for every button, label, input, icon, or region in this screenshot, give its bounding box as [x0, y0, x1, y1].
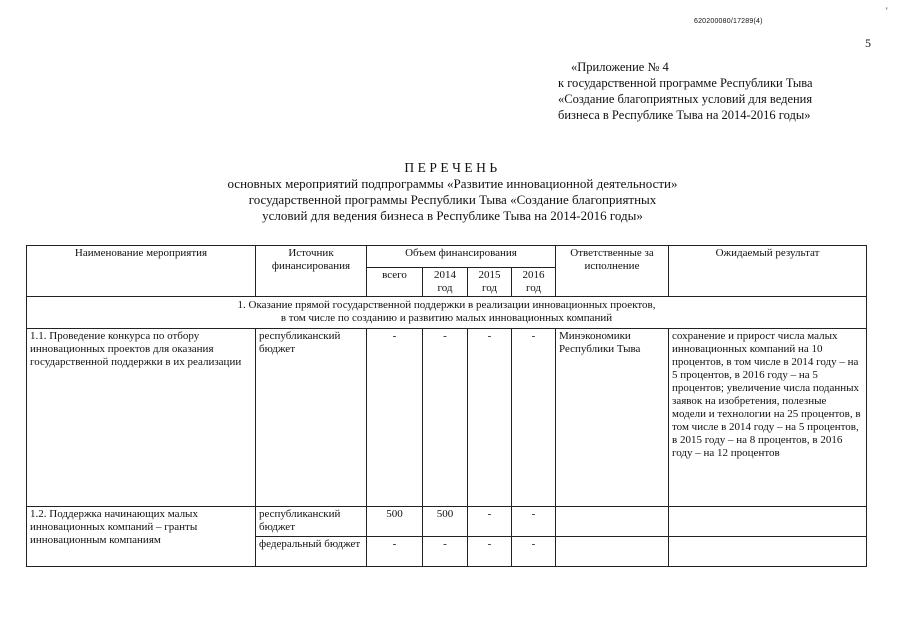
- row1-total: -: [367, 329, 423, 507]
- appendix-line-1: «Приложение № 4: [571, 60, 669, 74]
- row2-sub2-responsible: [556, 537, 669, 567]
- header-responsible: Ответственные за исполнение: [556, 246, 669, 297]
- appendix-heading: [558, 59, 868, 123]
- section-heading: [27, 297, 867, 329]
- row1-2016: -: [512, 329, 556, 507]
- title-line-1: основных мероприятий подпрограммы «Развитие инновационной деятельности»: [227, 176, 678, 191]
- row1-name: 1.1. Проведение конкурса по отбору инновационных проектов для оказания государственной поддержки в их реализации: [27, 329, 256, 507]
- header-total: всего: [367, 268, 423, 297]
- row2-result: [669, 507, 867, 537]
- row2-name: 1.2. Поддержка начинающих малых инновационных компаний – гранты инновационным компаниям: [27, 507, 256, 567]
- title-word: ПЕРЕЧЕНЬ: [404, 160, 501, 175]
- edge-mark: ': [886, 6, 888, 16]
- header-name: Наименование мероприятия: [27, 246, 256, 297]
- header-2014: 2014 год: [423, 268, 468, 297]
- row1-source: республиканский бюджет: [256, 329, 367, 507]
- row2-sub2-2015: -: [468, 537, 512, 567]
- row2-responsible: [556, 507, 669, 537]
- row2-sub2-total: -: [367, 537, 423, 567]
- row2-sub1-2014: 500: [423, 507, 468, 537]
- measures-table-wrapper: [26, 245, 867, 567]
- appendix-line-3: «Создание благоприятных условий для ведения: [558, 92, 813, 106]
- row2-sub1-2015: -: [468, 507, 512, 537]
- row2-sub2-result: [669, 537, 867, 567]
- section-line-2: в том числе по созданию и развитию малых инновационных компаний: [280, 312, 613, 324]
- title-line-3: условий для ведения бизнеса в Республике Тыва на 2014-2016 годы»: [262, 208, 643, 223]
- row2-sub2-source: федеральный бюджет: [256, 537, 367, 567]
- document-code: 620200080/17289(4): [694, 18, 763, 25]
- row1-2014: -: [423, 329, 468, 507]
- header-source: Источник финансирования: [256, 246, 367, 297]
- table-row: [27, 329, 867, 507]
- row1-result: сохранение и прирост числа малых инновационных компаний на 10 процентов, в том числе в 2014 году – на 5 процентов, в 2016 году – на 5 процентов; увеличение числа поданных заявок на изобретения, полезные модели и технологии на 25 процентов, в том числе в 2014 году – на 5 процентов, в 2015 году – на 8 процентов, в 2016 году – на 12 процентов: [669, 329, 867, 507]
- appendix-line-2: к государственной программе Республики Тыва: [558, 76, 813, 90]
- row2-sub1-source: республиканский бюджет: [256, 507, 367, 537]
- title-line-2: государственной программы Республики Тыва «Создание благоприятных: [248, 192, 657, 207]
- row1-responsible: Минэкономики Республики Тыва: [556, 329, 669, 507]
- document-title: [0, 160, 905, 224]
- measures-table: [26, 245, 867, 567]
- row2-sub2-2016: -: [512, 537, 556, 567]
- header-2015: 2015 год: [468, 268, 512, 297]
- section-line-1: 1. Оказание прямой государственной поддержки в реализации инновационных проектов,: [237, 299, 656, 311]
- header-result: Ожидаемый результат: [669, 246, 867, 297]
- row1-2015: -: [468, 329, 512, 507]
- row2-sub1-total: 500: [367, 507, 423, 537]
- table-row: [27, 507, 867, 537]
- header-funding: Объем финансирования: [367, 246, 556, 268]
- appendix-line-4: бизнеса в Республике Тыва на 2014-2016 годы»: [558, 108, 811, 122]
- page-number: 5: [865, 36, 871, 50]
- header-2016: 2016 год: [512, 268, 556, 297]
- row2-sub1-2016: -: [512, 507, 556, 537]
- row2-sub2-2014: -: [423, 537, 468, 567]
